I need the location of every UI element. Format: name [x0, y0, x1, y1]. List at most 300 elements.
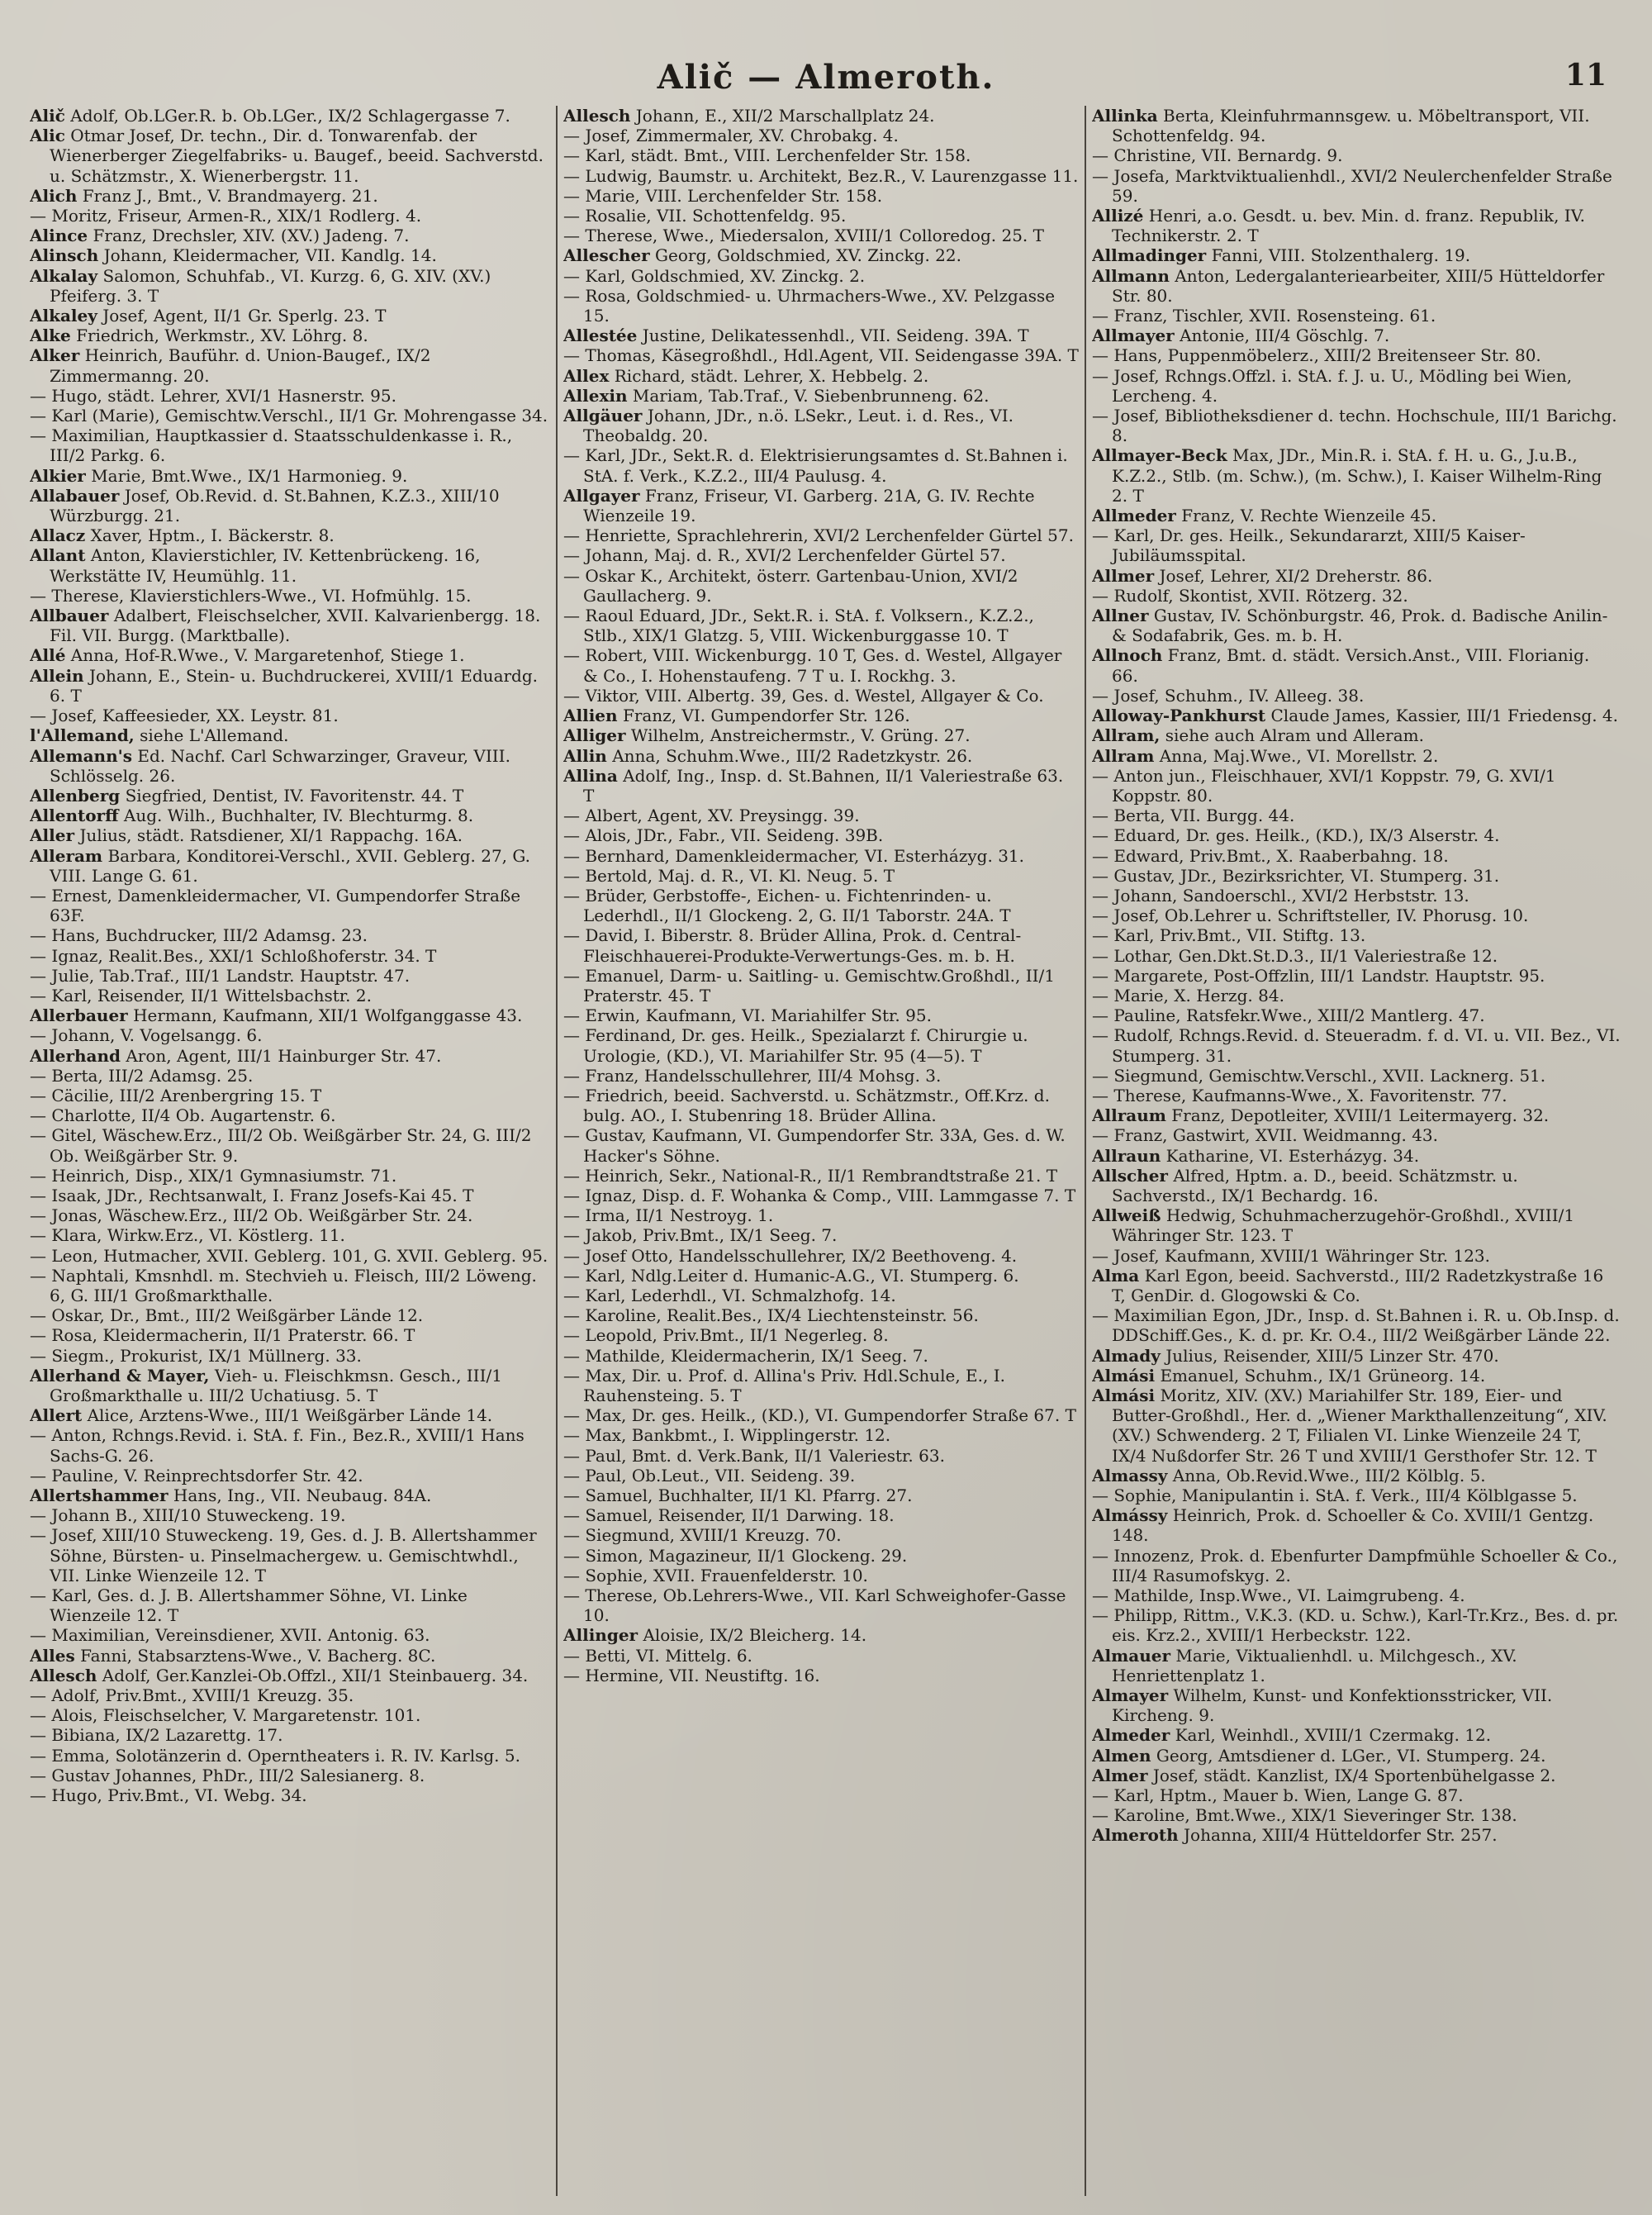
- entry-details: — Karl, Dr. ges. Heilk., Sekundararzt, XIII/5 Kaiser-Jubiläumsspital.: [1092, 525, 1526, 566]
- entry-details: Marie, Bmt.Wwe., IX/1 Harmonieg. 9.: [91, 465, 408, 486]
- entry-details: — Paul, Ob.Leut., VII. Seideng. 39.: [563, 1465, 856, 1485]
- entry-surname: Allabauer: [30, 485, 120, 506]
- directory-entry: [563, 686, 1079, 706]
- entry-details: Heinrich, Prok. d. Schoeller & Co. XVIII/1 Gentzg. 148.: [1112, 1505, 1594, 1546]
- entry-surname: Allina: [563, 765, 618, 786]
- directory-entry: [1092, 645, 1621, 685]
- entry-details: — Karl, Lederhdl., VI. Schmalzhofg. 14.: [563, 1285, 896, 1305]
- directory-entry: [1092, 946, 1621, 966]
- entry-details: — Oskar K., Architekt, österr. Gartenbau-Union, XVI/2 Gaullacherg. 9.: [563, 565, 1018, 606]
- directory-entry: [563, 966, 1079, 1005]
- entry-details: Katharine, VI. Esterházyg. 34.: [1165, 1145, 1420, 1166]
- entry-surname: Allenberg: [30, 785, 121, 806]
- entry-details: — Hermine, VII. Neustiftg. 16.: [563, 1665, 820, 1685]
- directory-entry: [1092, 746, 1621, 766]
- directory-entry: [563, 1266, 1079, 1286]
- page-header: [0, 58, 1652, 107]
- entry-details: Hedwig, Schuhmacherzugehör-Großhdl., XVIII/1 Währinger Str. 123. T: [1112, 1205, 1575, 1246]
- entry-details: Franz, Bmt. d. städt. Versich.Anst., VIII. Florianig. 66.: [1112, 645, 1590, 686]
- directory-entry: [563, 266, 1079, 286]
- directory-entry: [1092, 445, 1621, 506]
- directory-entry: [1092, 266, 1621, 306]
- entry-details: — Ignaz, Realit.Bes., XXI/1 Schloßhoferstr. 34. T: [30, 945, 437, 966]
- entry-details: — Leopold, Priv.Bmt., II/1 Negerleg. 8.: [563, 1325, 889, 1346]
- entry-surname: Alma: [1092, 1265, 1140, 1286]
- directory-entry: [30, 806, 548, 825]
- directory-entry: [563, 1025, 1079, 1065]
- entry-details: — Oskar, Dr., Bmt., III/2 Weißgärber Lände 12.: [30, 1305, 424, 1326]
- entry-details: — Karl, Priv.Bmt., VII. Stiftg. 13.: [1092, 925, 1366, 946]
- entry-details: — Siegmund, XVIII/1 Kreuzg. 70.: [563, 1525, 842, 1546]
- entry-details: Anton, Klavierstichler, IV. Kettenbrückeng. 16, Werkstätte IV, Heumühlg. 11.: [50, 545, 481, 586]
- entry-details: — Josef Otto, Handelsschullehrer, IX/2 Beethoveng. 4.: [563, 1245, 1018, 1266]
- entry-details: — Klara, Wirkw.Erz., VI. Köstlerg. 11.: [30, 1225, 345, 1246]
- entry-details: Adolf, Ger.Kanzlei-Ob.Offzl., XII/1 Steinbauerg. 34.: [102, 1665, 529, 1685]
- directory-entry: [30, 1666, 548, 1685]
- entry-details: — Gitel, Wäschew.Erz., III/2 Ob. Weißgärber Str. 24, G. III/2 Ob. Weißgärber Str. 9.: [30, 1125, 532, 1166]
- directory-entry: [1092, 1746, 1621, 1766]
- entry-details: — Julie, Tab.Traf., III/1 Landstr. Hauptstr. 47.: [30, 965, 411, 986]
- directory-entry: [30, 925, 548, 945]
- directory-entry: [1092, 905, 1621, 925]
- entry-surname: Allraum: [1092, 1105, 1166, 1126]
- entry-details: Georg, Goldschmied, XV. Zinckg. 22.: [655, 245, 961, 266]
- directory-entry: [563, 126, 1079, 145]
- entry-details: — Edward, Priv.Bmt., X. Raaberbahng. 18.: [1092, 845, 1449, 866]
- entry-surname: Alich: [30, 185, 78, 206]
- entry-surname: Alloway-Pankhurst: [1092, 706, 1266, 726]
- entry-surname: Alliger: [563, 725, 626, 746]
- entry-details: — Johann B., XIII/10 Stuweckeng. 19.: [30, 1505, 346, 1526]
- directory-entry: [30, 345, 548, 385]
- directory-entry: [563, 1466, 1079, 1485]
- entry-details: — Innozenz, Prok. d. Ebenfurter Dampfmühle Schoeller & Co., III/4 Rasumofskyg. 2.: [1092, 1545, 1618, 1585]
- entry-surname: Allmayer-Beck: [1092, 445, 1227, 466]
- directory-entry: [563, 1585, 1079, 1625]
- entry-details: Siegfried, Dentist, IV. Favoritenstr. 44. T: [125, 785, 464, 806]
- entry-details: — Josef, Bibliotheksdiener d. techn. Hochschule, III/1 Barichg. 8.: [1092, 406, 1617, 446]
- directory-entry: [1092, 106, 1621, 145]
- directory-entry: [30, 486, 548, 525]
- entry-details: — Berta, VII. Burgg. 44.: [1092, 806, 1295, 826]
- directory-entry: [563, 1325, 1079, 1345]
- entry-surname: Allraun: [1092, 1145, 1161, 1166]
- entry-details: — Adolf, Priv.Bmt., XVIII/1 Kreuzg. 35.: [30, 1685, 354, 1706]
- entry-surname: Aller: [30, 825, 74, 846]
- directory-entry: [563, 166, 1079, 186]
- entry-details: — Sophie, Manipulantin i. StA. f. Verk., III/4 Kölblgasse 5.: [1092, 1485, 1578, 1506]
- directory-entry: [1092, 1646, 1621, 1685]
- entry-details: — Cäcilie, III/2 Arenbergring 15. T: [30, 1085, 322, 1105]
- entry-details: — Bibiana, IX/2 Lazarettg. 17.: [30, 1725, 283, 1746]
- entry-details: — Johann, Sandoerschl., XVI/2 Herbststr. 13.: [1092, 885, 1469, 905]
- directory-entry: [563, 886, 1079, 925]
- directory-entry: [563, 486, 1079, 525]
- entry-details: — Heinrich, Disp., XIX/1 Gymnasiumstr. 71.: [30, 1165, 397, 1186]
- entry-details: Anna, Schuhm.Wwe., III/2 Radetzkystr. 26.: [612, 745, 973, 766]
- directory-entry: [30, 746, 548, 786]
- directory-entry: [30, 1585, 548, 1625]
- entry-details: — Lothar, Gen.Dkt.St.D.3., II/1 Valeriestraße 12.: [1092, 945, 1498, 966]
- entry-details: — Isaak, JDr., Rechtsanwalt, I. Franz Josefs-Kai 45. T: [30, 1185, 474, 1205]
- directory-entry: [1092, 366, 1621, 406]
- directory-entry: [30, 1205, 548, 1225]
- directory-entry: [1092, 1125, 1621, 1145]
- column-1: [30, 106, 548, 2204]
- entry-details: Hermann, Kaufmann, XII/1 Wolfganggasse 43.: [133, 1005, 523, 1026]
- directory-entry: [30, 645, 548, 665]
- entry-details: — Brüder, Gerbstoffe-, Eichen- u. Fichtenrinden- u. Lederhdl., II/1 Glockeng. 2, G. II/1 Taborstr. 24A. T: [563, 885, 1011, 926]
- directory-entry: [30, 666, 548, 706]
- entry-details: siehe L'Allemand.: [140, 725, 289, 746]
- entry-details: Claude James, Kassier, III/1 Friedensg. 4.: [1270, 706, 1618, 726]
- entry-details: — Viktor, VIII. Albertg. 39, Ges. d. Westel, Allgayer & Co.: [563, 685, 1044, 706]
- entry-details: Justine, Delikatessenhdl., VII. Seideng. 39A. T: [642, 326, 1029, 346]
- directory-entry: [563, 1086, 1079, 1125]
- entry-surname: Almer: [1092, 1765, 1148, 1785]
- directory-entry: [1092, 886, 1621, 905]
- directory-entry: [30, 946, 548, 966]
- entry-surname: Alkalay: [30, 265, 98, 286]
- directory-entry: [30, 825, 548, 845]
- entry-details: Adolf, Ob.LGer.R. b. Ob.LGer., IX/2 Schlagergasse 7.: [70, 106, 510, 126]
- directory-entry: [30, 245, 548, 265]
- entry-details: — Therese, Ob.Lehrers-Wwe., VII. Karl Schweighofer-Gasse 10.: [563, 1585, 1066, 1626]
- entry-details: Vieh- u. Fleischkmsn. Gesch., III/1 Großmarkthalle u. III/2 Uchatiusg. 5. T: [50, 1365, 502, 1405]
- directory-entry: [30, 1305, 548, 1325]
- entry-surname: l'Allemand,: [30, 725, 135, 746]
- entry-details: — Therese, Wwe., Miedersalon, XVIII/1 Colloredog. 25. T: [563, 226, 1044, 246]
- directory-entry: [30, 1746, 548, 1766]
- directory-entry: [1092, 1546, 1621, 1585]
- entry-details: — Ludwig, Baumstr. u. Architekt, Bez.R., V. Laurenzgasse 11.: [563, 165, 1079, 186]
- directory-entry: [563, 1066, 1079, 1086]
- entry-details: Barbara, Konditorei-Verschl., XVII. Geblerg. 27, G. VIII. Lange G. 61.: [50, 845, 531, 886]
- entry-details: Franz, Friseur, VI. Garberg. 21A, G. IV. Rechte Wienzeile 19.: [583, 485, 1035, 526]
- directory-entry: [563, 1546, 1079, 1566]
- entry-details: Henri, a.o. Gesdt. u. bev. Min. d. franz. Republik, IV. Technikerstr. 2. T: [1112, 206, 1586, 246]
- entry-details: siehe auch Alram und Alleram.: [1165, 725, 1424, 746]
- entry-details: — Karoline, Bmt.Wwe., XIX/1 Sieveringer Str. 138.: [1092, 1805, 1517, 1826]
- entry-surname: Allinger: [563, 1625, 638, 1646]
- directory-entry: [563, 1305, 1079, 1325]
- entry-details: — Sophie, XVII. Frauenfelderstr. 10.: [563, 1565, 868, 1585]
- entry-details: — Charlotte, II/4 Ob. Augartenstr. 6.: [30, 1105, 336, 1126]
- directory-entry: [563, 145, 1079, 165]
- directory-entry: [563, 1205, 1079, 1225]
- directory-entry: [30, 1105, 548, 1125]
- entry-details: — Bernhard, Damenkleidermacher, VI. Esterházyg. 31.: [563, 845, 1025, 866]
- directory-entry: [1092, 846, 1621, 866]
- directory-entry: [30, 1685, 548, 1705]
- column-divider: [1085, 106, 1086, 2196]
- entry-details: — Albert, Agent, XV. Preysingg. 39.: [563, 806, 860, 826]
- directory-entry: [1092, 806, 1621, 825]
- entry-details: Salomon, Schuhfab., VI. Kurzg. 6, G. XIV. (XV.) Pfeiferg. 3. T: [50, 265, 491, 306]
- entry-details: — Ferdinand, Dr. ges. Heilk., Spezialarzt f. Chirurgie u. Urologie, (KD.), VI. Mariahilfer Str. 95 (4—5). T: [563, 1025, 1028, 1066]
- column-3: [1092, 106, 1621, 2204]
- entry-surname: Allertshammer: [30, 1485, 169, 1506]
- directory-entry: [30, 1705, 548, 1725]
- entry-surname: Allescher: [563, 245, 650, 266]
- entry-details: Fanni, Stabsarztens-Wwe., V. Bacherg. 8C.: [80, 1645, 436, 1666]
- column-divider: [556, 106, 558, 2196]
- directory-entry: [1092, 206, 1621, 245]
- entry-details: — Josefa, Marktviktualienhdl., XVI/2 Neulerchenfelder Straße 59.: [1092, 165, 1612, 206]
- entry-details: Friedrich, Werkmstr., XV. Löhrg. 8.: [76, 326, 368, 346]
- directory-entry: [1092, 1785, 1621, 1805]
- directory-entry: [563, 406, 1079, 445]
- entry-surname: Allmer: [1092, 565, 1155, 586]
- entry-details: — Hugo, Priv.Bmt., VI. Webg. 34.: [30, 1785, 307, 1806]
- entry-surname: Allizé: [1092, 206, 1144, 226]
- directory-entry: [1092, 245, 1621, 265]
- directory-entry: [563, 806, 1079, 825]
- entry-surname: Allmayer: [1092, 326, 1175, 346]
- entry-details: Julius, Reisender, XIII/5 Linzer Str. 470.: [1165, 1345, 1499, 1366]
- directory-entry: [563, 1646, 1079, 1666]
- entry-details: — Josef, Kaffeesieder, XX. Leystr. 81.: [30, 706, 339, 726]
- entry-details: — Gustav, JDr., Bezirksrichter, VI. Stumperg. 31.: [1092, 865, 1500, 886]
- entry-surname: Allemann's: [30, 745, 133, 766]
- entry-surname: Allmeder: [1092, 506, 1176, 526]
- entry-surname: Almauer: [1092, 1645, 1171, 1666]
- directory-entry: [563, 706, 1079, 725]
- entry-details: — Siegmund, Gemischtw.Verschl., XVII. Lacknerg. 51.: [1092, 1065, 1546, 1086]
- directory-entry: [1092, 1005, 1621, 1025]
- entry-surname: Allweiß: [1092, 1205, 1161, 1226]
- directory-entry: [1092, 1466, 1621, 1485]
- directory-entry: [1092, 506, 1621, 525]
- directory-entry: [563, 1505, 1079, 1525]
- directory-entry: [30, 306, 548, 326]
- entry-surname: Allin: [563, 745, 607, 766]
- directory-entry: [30, 1785, 548, 1805]
- directory-entry: [563, 345, 1079, 365]
- directory-entry: [1092, 1766, 1621, 1785]
- entry-details: Max, JDr., Min.R. i. StA. f. H. u. G., J.u.B., K.Z.2., Stlb. (m. Schw.), (m. Schw.), I. Kaiser Wilhelm-Ring 2. T: [1112, 445, 1602, 506]
- entry-surname: Allram: [1092, 745, 1155, 766]
- entry-surname: Almassy: [1092, 1465, 1168, 1485]
- directory-entry: [30, 966, 548, 986]
- directory-entry: [30, 1046, 548, 1066]
- directory-entry: [30, 1325, 548, 1345]
- entry-details: — Anton jun., Fleischhauer, XVI/1 Koppstr. 79, G. XVI/1 Koppstr. 80.: [1092, 765, 1556, 806]
- entry-details: Julius, städt. Ratsdiener, XI/1 Rappachg. 16A.: [79, 825, 463, 846]
- directory-entry: [30, 1025, 548, 1045]
- entry-details: Aron, Agent, III/1 Hainburger Str. 47.: [126, 1045, 442, 1066]
- directory-entry: [30, 786, 548, 806]
- entry-surname: Allgayer: [563, 485, 640, 506]
- entry-surname: Almási: [1092, 1365, 1156, 1386]
- directory-entry: [1092, 1505, 1621, 1545]
- entry-details: — Karl, Goldschmied, XV. Zinckg. 2.: [563, 265, 866, 286]
- entry-surname: Almássy: [1092, 1505, 1168, 1526]
- entry-details: — Gustav Johannes, PhDr., III/2 Salesianerg. 8.: [30, 1765, 425, 1785]
- directory-entry: [30, 1246, 548, 1266]
- entry-surname: Almási: [1092, 1386, 1156, 1405]
- entry-details: Mariam, Tab.Traf., V. Siebenbrunneng. 62.: [632, 385, 990, 406]
- directory-entry: [563, 226, 1079, 245]
- entry-details: Anna, Maj.Wwe., VI. Morellstr. 2.: [1159, 745, 1439, 766]
- directory-entry: [30, 886, 548, 925]
- directory-entry: [1092, 866, 1621, 886]
- directory-entry: [30, 126, 548, 186]
- entry-details: Alfred, Hptm. a. D., beeid. Schätzmstr. u. Sachverstd., IX/1 Bechardg. 16.: [1112, 1165, 1518, 1205]
- directory-entry: [30, 846, 548, 886]
- directory-entry: [1092, 1685, 1621, 1725]
- directory-entry: [30, 1186, 548, 1205]
- entry-details: — Hugo, städt. Lehrer, XVI/1 Hasnerstr. 95.: [30, 385, 396, 406]
- entry-surname: Allacz: [30, 525, 86, 546]
- entry-details: Johann, JDr., n.ö. LSekr., Leut. i. d. Res., VI. Theobaldg. 20.: [583, 406, 1014, 446]
- entry-details: Josef, städt. Kanzlist, IX/4 Sportenbühelgasse 2.: [1152, 1765, 1556, 1785]
- directory-entry: [30, 1485, 548, 1505]
- directory-entry: [563, 366, 1079, 386]
- directory-entry: [1092, 1805, 1621, 1825]
- directory-entry: [30, 1125, 548, 1165]
- entry-surname: Allexin: [563, 385, 628, 406]
- directory-entry: [1092, 1105, 1621, 1125]
- entry-details: — Friedrich, beeid. Sachverstd. u. Schätzmstr., Off.Krz. d. bulg. AO., I. Stubenring 18. Brüder Allina.: [563, 1085, 1050, 1126]
- directory-entry: [30, 406, 548, 425]
- entry-details: — Alois, Fleischselcher, V. Margaretenstr. 101.: [30, 1705, 421, 1726]
- directory-entry: [1092, 825, 1621, 845]
- entry-surname: Allbauer: [30, 606, 109, 626]
- entry-details: Josef, Ob.Revid. d. St.Bahnen, K.Z.3., XIII/10 Würzburgg. 21.: [50, 485, 500, 526]
- entry-details: — Anton, Rchngs.Revid. i. StA. f. Fin., Bez.R., XVIII/1 Hans Sachs-G. 26.: [30, 1425, 525, 1466]
- directory-entry: [563, 866, 1079, 886]
- entry-details: — Max, Dir. u. Prof. d. Allina's Priv. Hdl.Schule, E., I. Rauhensteing. 5. T: [563, 1365, 1005, 1405]
- entry-details: Emanuel, Schuhm., IX/1 Grüneorg. 14.: [1160, 1365, 1486, 1386]
- directory-entry: [563, 1125, 1079, 1165]
- directory-entry: [1092, 1485, 1621, 1505]
- entry-details: — Maximilian Egon, JDr., Insp. d. St.Bahnen i. R. u. Ob.Insp. d. DDSchiff.Ges., K. d. pr. Kr. O.4., III/2 Weißgärber Lände 22.: [1092, 1305, 1620, 1346]
- directory-entry: [1092, 1086, 1621, 1105]
- directory-entry: [1092, 1585, 1621, 1605]
- entry-details: — Pauline, Ratsfekr.Wwe., XIII/2 Mantlerg. 47.: [1092, 1005, 1485, 1026]
- entry-details: Ed. Nachf. Carl Schwarzinger, Graveur, VIII. Schlösselg. 26.: [50, 745, 510, 786]
- directory-entry: [30, 525, 548, 545]
- entry-details: — Henriette, Sprachlehrerin, XVI/2 Lerchenfelder Gürtel 57.: [563, 525, 1074, 546]
- directory-entry: [1092, 1066, 1621, 1086]
- entry-surname: Allé: [30, 645, 66, 666]
- directory-entry: [563, 606, 1079, 645]
- directory-entry: [30, 1505, 548, 1525]
- entry-details: Xaver, Hptm., I. Bäckerstr. 8.: [90, 525, 335, 546]
- entry-details: — Max, Dr. ges. Heilk., (KD.), VI. Gumpendorfer Straße 67. T: [563, 1405, 1076, 1426]
- directory-entry: [30, 466, 548, 486]
- directory-entry: [1092, 1825, 1621, 1845]
- directory-entry: [30, 545, 548, 585]
- entry-details: — Christine, VII. Bernardg. 9.: [1092, 145, 1343, 166]
- entry-details: Marie, Viktualienhdl. u. Milchgesch., XV. Henriettenplatz 1.: [1112, 1645, 1517, 1685]
- entry-details: — Therese, Klavierstichlers-Wwe., VI. Hofmühlg. 15.: [30, 585, 472, 606]
- directory-entry: [1092, 686, 1621, 706]
- entry-surname: Allesch: [30, 1665, 97, 1685]
- entry-details: — Karl, Reisender, II/1 Wittelsbachstr. 2.: [30, 985, 372, 1005]
- entry-details: — Josef, Zimmermaler, XV. Chrobakg. 4.: [563, 126, 899, 146]
- entry-details: — Karl, JDr., Sekt.R. d. Elektrisierungsamtes d. St.Bahnen i. StA. f. Verk., K.Z.2., III/4 Paulusg. 4.: [563, 445, 1068, 486]
- directory-entry: [563, 1485, 1079, 1505]
- entry-details: Hans, Ing., VII. Neubaug. 84A.: [173, 1485, 432, 1506]
- directory-entry: [1092, 566, 1621, 586]
- entry-details: — Josef, Kaufmann, XVIII/1 Währinger Str. 123.: [1092, 1245, 1491, 1266]
- directory-entry: [1092, 1166, 1621, 1205]
- entry-details: — Karl, Ges. d. J. B. Allertshammer Söhne, VI. Linke Wienzeile 12. T: [30, 1585, 468, 1626]
- entry-details: — Josef, Rchngs.Offzl. i. StA. f. J. u. U., Mödling bei Wien, Lercheng. 4.: [1092, 365, 1573, 406]
- directory-entry: [1092, 326, 1621, 345]
- directory-entry: [1092, 1205, 1621, 1245]
- directory-entry: [563, 1346, 1079, 1366]
- directory-entry: [563, 645, 1079, 685]
- entry-surname: Alinsch: [30, 245, 99, 266]
- directory-entry: [30, 586, 548, 606]
- entry-surname: Allmadinger: [1092, 245, 1207, 266]
- entry-surname: Allerbauer: [30, 1005, 128, 1026]
- entry-surname: Alleram: [30, 845, 103, 866]
- entry-details: — Rudolf, Skontist, XVII. Rötzerg. 32.: [1092, 585, 1408, 606]
- entry-details: — Franz, Handelsschullehrer, III/4 Mohsg. 3.: [563, 1065, 942, 1086]
- directory-entry: [563, 766, 1079, 806]
- directory-entry: [563, 1225, 1079, 1245]
- entry-details: — Erwin, Kaufmann, VI. Mariahilfer Str. 95.: [563, 1005, 932, 1026]
- entry-details: — Betti, VI. Mittelg. 6.: [563, 1645, 752, 1666]
- directory-entry: [1092, 345, 1621, 365]
- directory-entry: [30, 1725, 548, 1745]
- entry-details: Alice, Arztens-Wwe., III/1 Weißgärber Lände 14.: [87, 1405, 493, 1426]
- entry-details: — Simon, Magazineur, II/1 Glockeng. 29.: [563, 1545, 908, 1566]
- entry-details: — Thomas, Käsegroßhdl., Hdl.Agent, VII. Seidengasse 39A. T: [563, 345, 1079, 366]
- directory-entry: [30, 1346, 548, 1366]
- entry-details: Wilhelm, Kunst- und Konfektionsstricker, VII. Kircheng. 9.: [1112, 1685, 1553, 1726]
- entry-details: — Emma, Solotänzerin d. Operntheaters i. R. IV. Karlsg. 5.: [30, 1745, 520, 1766]
- entry-details: Antonie, III/4 Göschlg. 7.: [1180, 326, 1390, 346]
- directory-entry: [563, 245, 1079, 265]
- directory-entry: [1092, 306, 1621, 326]
- entry-surname: Allgäuer: [563, 406, 643, 426]
- directory-entry: [563, 725, 1079, 745]
- directory-entry: [1092, 1346, 1621, 1366]
- directory-entry: [30, 1466, 548, 1485]
- entry-details: — Karl (Marie), Gemischtw.Verschl., II/1 Gr. Mohrengasse 34.: [30, 406, 548, 426]
- directory-entry: [30, 1625, 548, 1645]
- directory-entry: [30, 106, 548, 126]
- entry-surname: Allnoch: [1092, 645, 1163, 666]
- entry-details: — Mathilde, Kleidermacherin, IX/1 Seeg. 7.: [563, 1345, 928, 1366]
- directory-entry: [1092, 966, 1621, 986]
- entry-details: Karl Egon, beeid. Sachverstd., III/2 Radetzkystraße 16 T, GenDir. d. Glogowski & Co.: [1112, 1265, 1604, 1305]
- directory-entry: [30, 986, 548, 1005]
- entry-details: Otmar Josef, Dr. techn., Dir. d. Tonwarenfab. der Wienerberger Ziegelfabriks- u. Baugef., beeid. Sachverstd. u. Schätzmstr., X. Wienerbergstr. 11.: [50, 126, 544, 186]
- entry-surname: Almeroth: [1092, 1825, 1179, 1846]
- entry-surname: Almeder: [1092, 1725, 1170, 1746]
- entry-details: — Karl, Hptm., Mauer b. Wien, Lange G. 87.: [1092, 1785, 1464, 1806]
- entry-details: — Hans, Puppenmöbelerz., XIII/2 Breitenseer Str. 80.: [1092, 345, 1541, 366]
- entry-details: — Karl, städt. Bmt., VIII. Lerchenfelder Str. 158.: [563, 145, 971, 166]
- directory-entry: [1092, 725, 1621, 745]
- directory-entry: [563, 326, 1079, 345]
- directory-entry: [30, 226, 548, 245]
- directory-entry: [563, 846, 1079, 866]
- entry-details: Johann, E., Stein- u. Buchdruckerei, XVIII/1 Eduardg. 6. T: [50, 665, 539, 706]
- entry-surname: Allestée: [563, 326, 638, 346]
- directory-entry: [1092, 1366, 1621, 1386]
- directory-entry: [1092, 145, 1621, 165]
- directory-entry: [563, 1566, 1079, 1585]
- entry-details: — Marie, VIII. Lerchenfelder Str. 158.: [563, 185, 883, 206]
- entry-details: — David, I. Biberstr. 8. Brüder Allina, Prok. d. Central-Fleischhauerei-Produkte-Verwertungs-Ges. m. b. H.: [563, 925, 1022, 966]
